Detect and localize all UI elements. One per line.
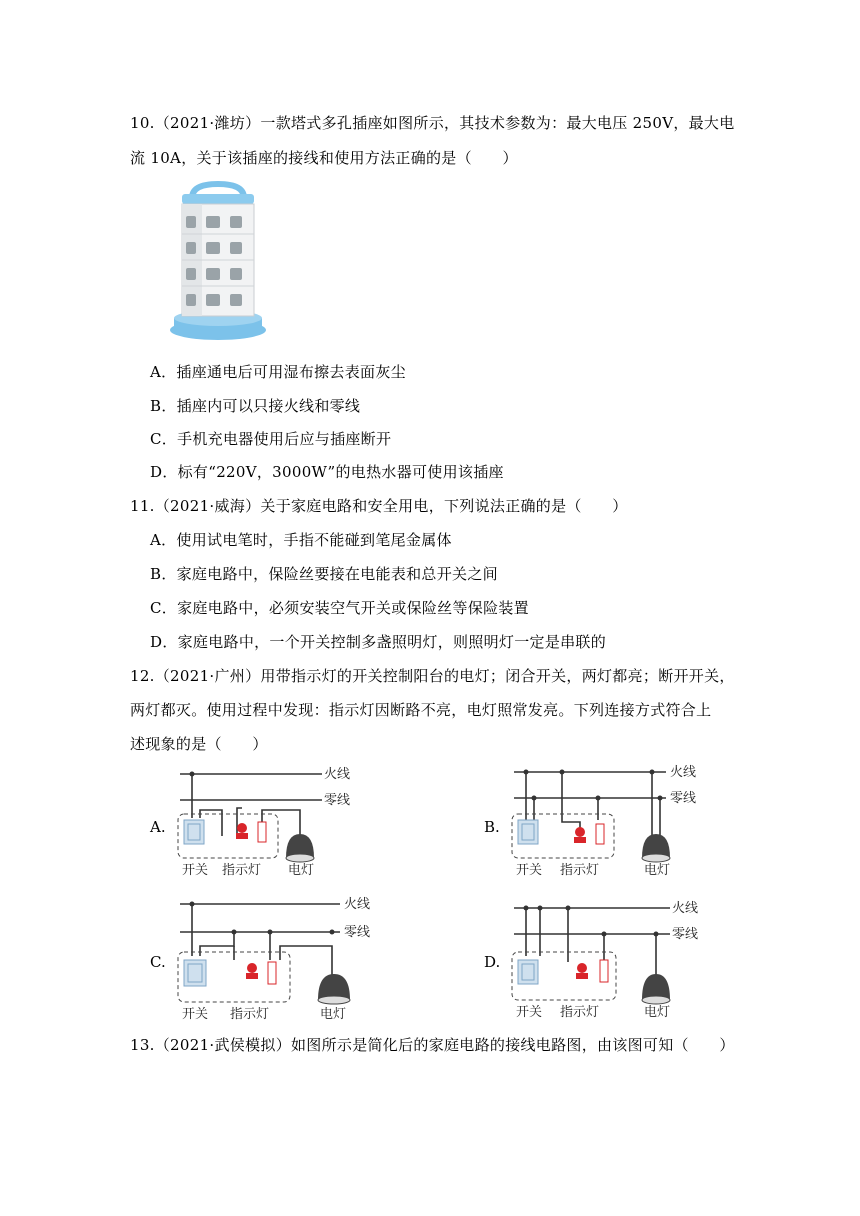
lamp-label: 电灯: [320, 1007, 347, 1022]
q13-text-line1: 13.（2021·武侯模拟）如图所示是简化后的家庭电路的接线电路图，由该图可知（ ）: [130, 1036, 735, 1054]
neutral-wire-label: 零线: [672, 927, 699, 942]
q10-option-c[interactable]: C．手机充电器使用后应与插座断开: [150, 430, 392, 448]
q12-option-b-label[interactable]: B.: [484, 818, 500, 836]
switch-label: 开关: [182, 1007, 209, 1022]
neutral-wire-label: 零线: [670, 791, 697, 806]
live-wire-label: 火线: [672, 901, 699, 916]
live-wire-label: 火线: [670, 765, 697, 780]
q12-option-c-label[interactable]: C.: [150, 953, 166, 971]
q12-text-line1: 12.（2021·广州）用带指示灯的开关控制阳台的电灯；闭合开关，两灯都亮；断开开关，: [130, 667, 735, 685]
indicator-label: 指示灯: [222, 863, 262, 878]
q10-option-b[interactable]: B．插座内可以只接火线和零线: [150, 397, 361, 415]
indicator-label: 指示灯: [560, 863, 600, 878]
switch-label: 开关: [516, 1005, 543, 1020]
neutral-wire-label: 零线: [344, 925, 371, 940]
q10-option-a[interactable]: A．插座通电后可用湿布擦去表面灰尘: [150, 363, 406, 381]
lamp-label: 电灯: [288, 863, 315, 878]
live-wire-label: 火线: [344, 897, 371, 912]
q11-option-d[interactable]: D．家庭电路中，一个开关控制多盏照明灯，则照明灯一定是串联的: [150, 633, 607, 651]
circuit-diagram-c: [172, 896, 392, 1026]
circuit-diagram-d: [506, 896, 716, 1026]
lamp-label: 电灯: [644, 1005, 671, 1020]
q12-text-line3: 述现象的是（ ）: [130, 735, 268, 753]
indicator-label: 指示灯: [230, 1007, 270, 1022]
neutral-wire-label: 零线: [324, 793, 351, 808]
q11-option-b[interactable]: B．家庭电路中，保险丝要接在电能表和总开关之间: [150, 565, 498, 583]
indicator-label: 指示灯: [560, 1005, 600, 1020]
q12-text-line2: 两灯都灭。使用过程中发现：指示灯因断路不亮，电灯照常发亮。下列连接方式符合上: [130, 701, 712, 719]
switch-label: 开关: [516, 863, 543, 878]
switch-label: 开关: [182, 863, 209, 878]
q10-text-line1: 10.（2021·潍坊）一款塔式多孔插座如图所示，其技术参数为：最大电压 250V，最大电: [130, 114, 735, 132]
q11-text-line1: 11.（2021·威海）关于家庭电路和安全用电，下列说法正确的是（ ）: [130, 497, 628, 515]
q10-option-d[interactable]: D．标有“220V，3000W”的电热水器可使用该插座: [150, 463, 504, 481]
q10-text-line2: 流 10A，关于该插座的接线和使用方法正确的是（ ）: [130, 149, 518, 167]
live-wire-label: 火线: [324, 767, 351, 782]
q11-option-c[interactable]: C．家庭电路中，必须安装空气开关或保险丝等保险装置: [150, 599, 529, 617]
tower-socket-image: [168, 180, 268, 345]
lamp-label: 电灯: [644, 863, 671, 878]
q12-option-a-label[interactable]: A.: [150, 818, 166, 836]
q12-option-d-label[interactable]: D.: [484, 953, 501, 971]
circuit-diagram-b: [506, 762, 716, 882]
q11-option-a[interactable]: A．使用试电笔时，手指不能碰到笔尾金属体: [150, 531, 452, 549]
circuit-diagram-a: [172, 762, 372, 882]
